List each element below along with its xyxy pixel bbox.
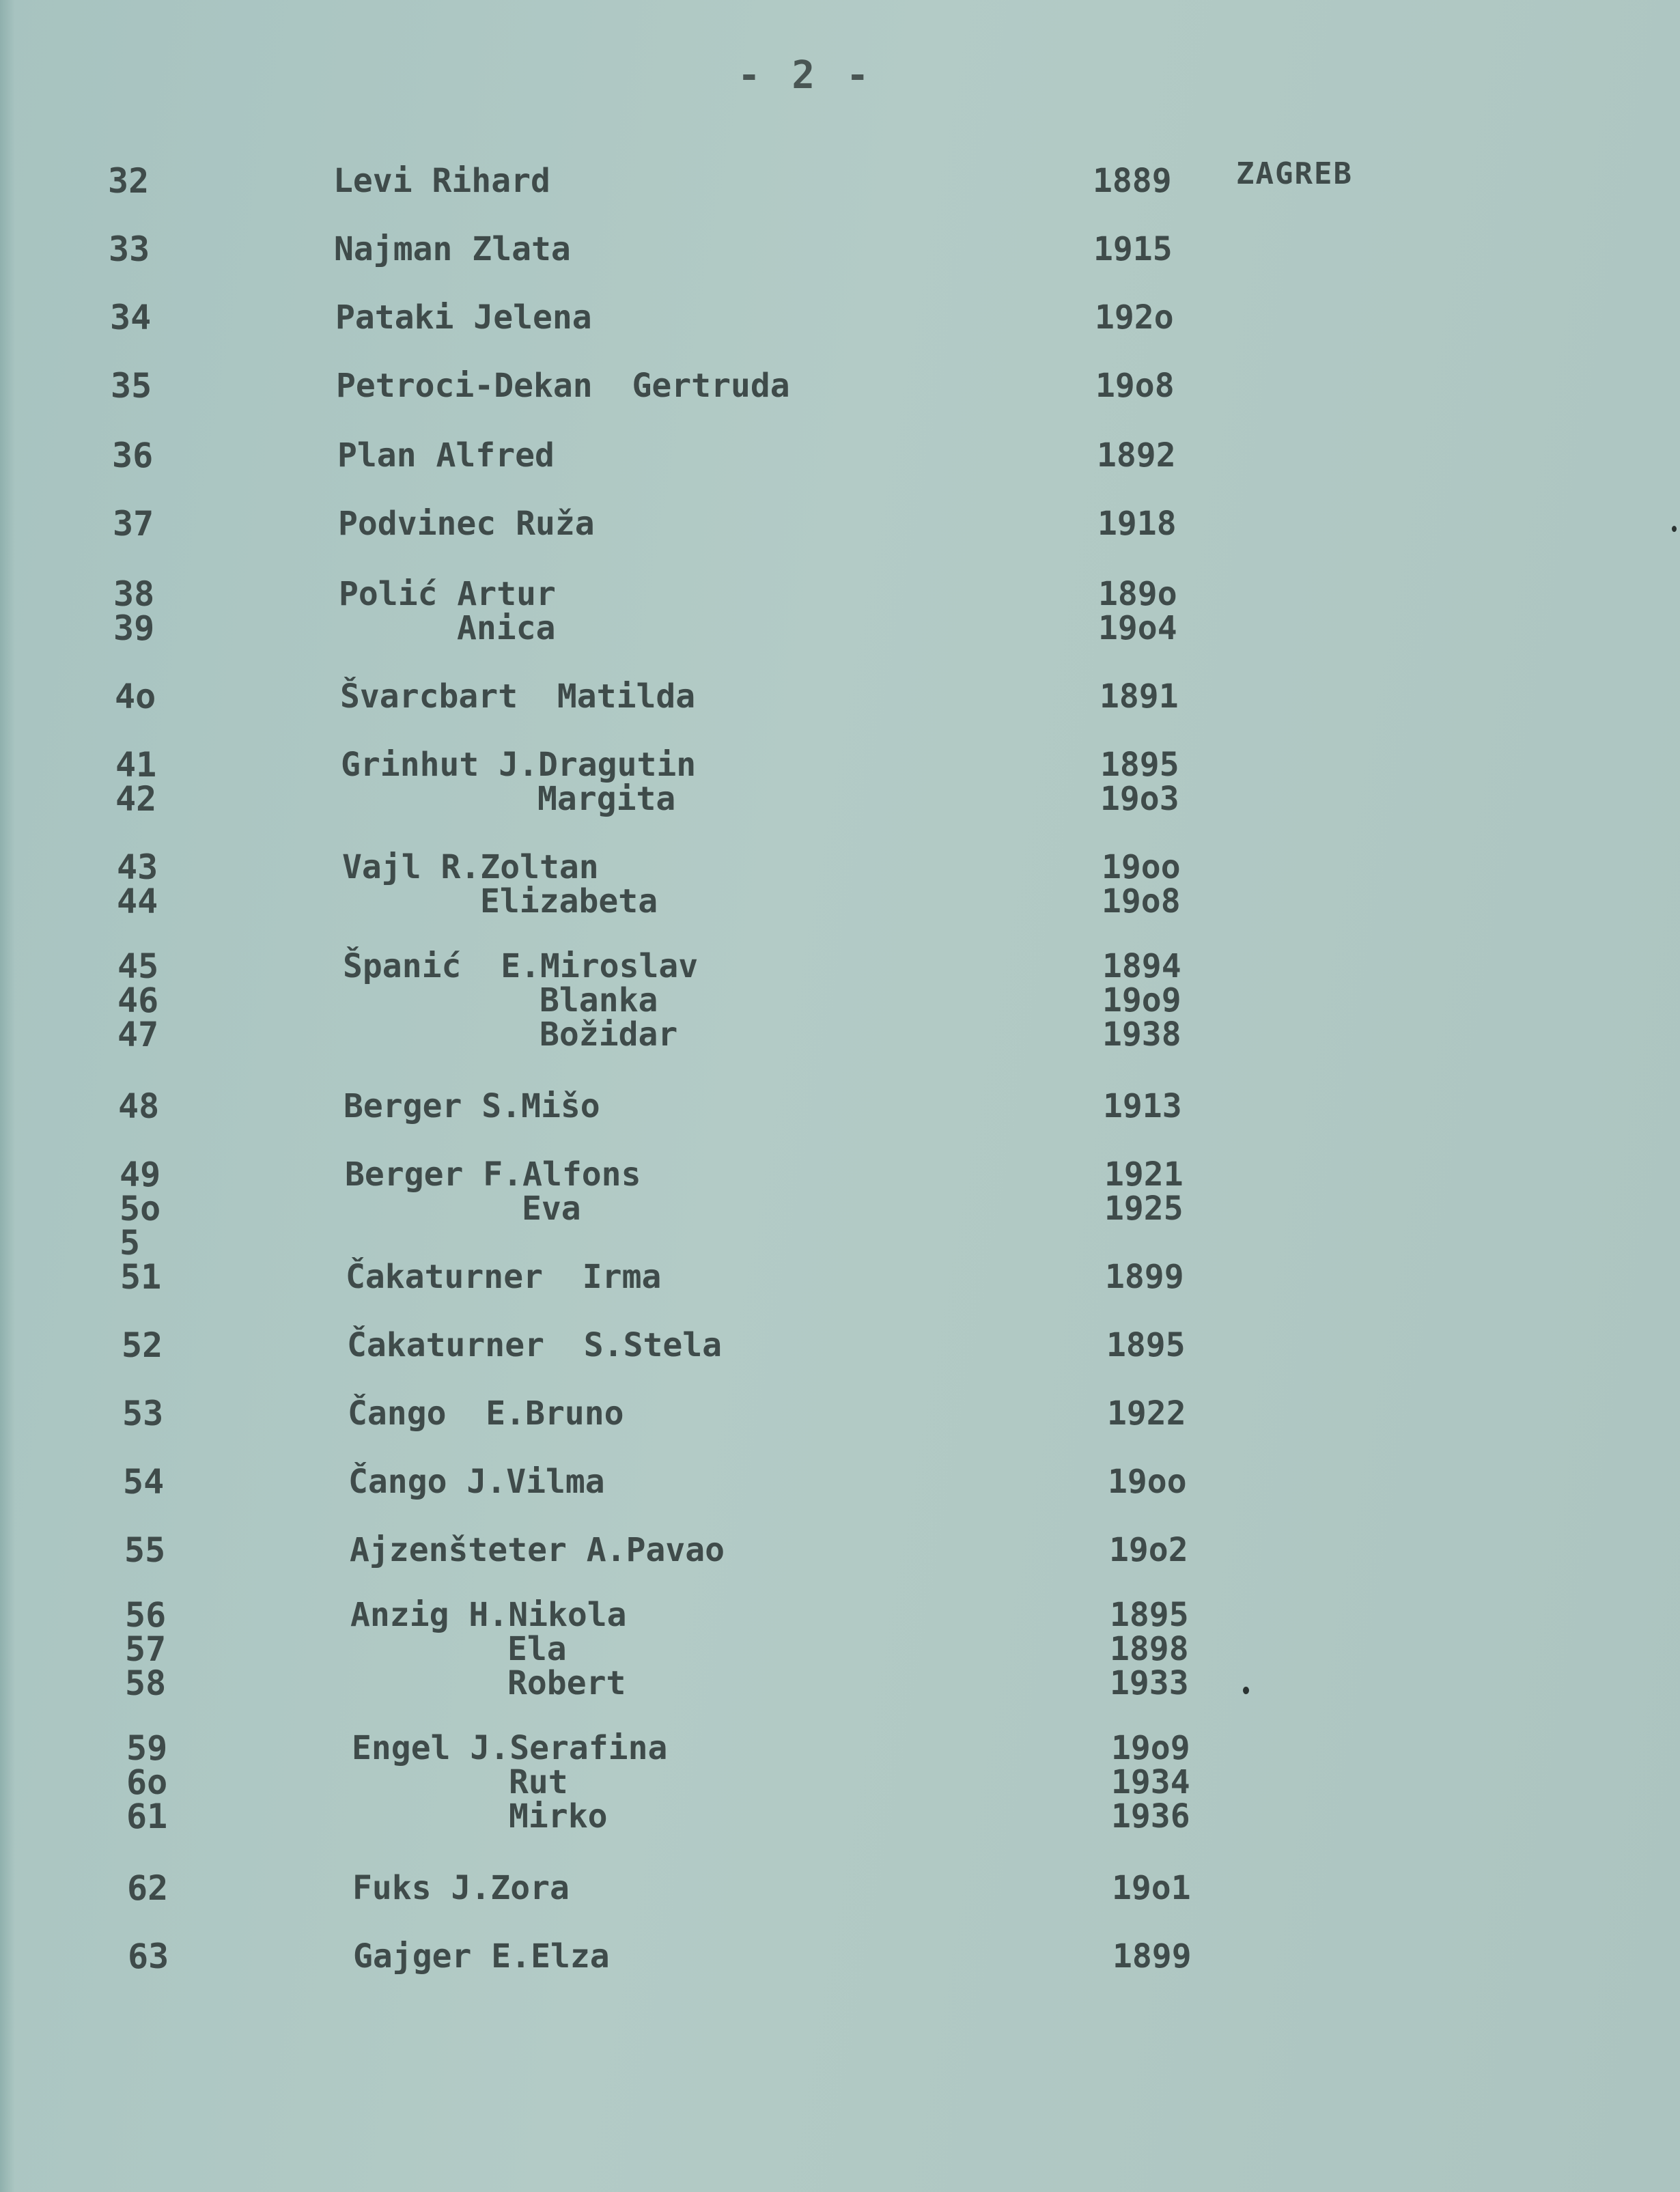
- entry-year: 1933: [1110, 1664, 1189, 1702]
- entry-year: 1936: [1111, 1797, 1190, 1836]
- entry-name: Anzig H.Nikola: [350, 1596, 627, 1634]
- entry-name: Anica: [457, 609, 556, 647]
- entry-name: Čango J.Vilma: [348, 1463, 605, 1501]
- entry-number: 57: [125, 1629, 167, 1669]
- entry-year: 19o2: [1109, 1531, 1188, 1569]
- entry-name: Plan Alfred: [337, 436, 555, 475]
- entry-number: 58: [125, 1663, 167, 1703]
- entry-year: 1894: [1102, 947, 1181, 985]
- entry-number: 48: [118, 1086, 160, 1126]
- entry-year: 1925: [1104, 1190, 1184, 1228]
- entry-name: Mirko: [509, 1797, 608, 1836]
- entry-number: 42: [115, 779, 157, 819]
- entry-number: 56: [125, 1595, 167, 1635]
- entry-number: 32: [108, 161, 150, 201]
- entry-year: 19o4: [1098, 609, 1177, 647]
- entry-name: Rut: [509, 1763, 568, 1801]
- entry-number: 63: [128, 1937, 169, 1976]
- entry-number: 45: [117, 946, 159, 986]
- entry-name: Gajger E.Elza: [353, 1937, 610, 1976]
- entry-year: 1895: [1110, 1596, 1189, 1634]
- entry-name: Petroci-Dekan Gertruda: [336, 367, 790, 405]
- entry-name: Robert: [507, 1664, 626, 1702]
- entry-year: 192o: [1095, 298, 1174, 337]
- entry-name: Podvinec Ruža: [338, 505, 595, 543]
- entry-year: 1898: [1110, 1630, 1189, 1668]
- entry-year: 1891: [1100, 677, 1179, 716]
- entry-name: Blanka: [540, 981, 658, 1020]
- entry-number: 39: [113, 608, 155, 648]
- entry-number: 44: [117, 882, 158, 921]
- entry-year: 1934: [1111, 1763, 1190, 1801]
- entry-number: 33: [109, 229, 150, 269]
- entry-name: Polić Artur: [339, 575, 556, 613]
- entry-year: 1922: [1107, 1394, 1186, 1433]
- ink-speck: [1672, 526, 1677, 532]
- entry-year: 1899: [1112, 1937, 1192, 1976]
- entry-number: 6o: [126, 1762, 168, 1802]
- entry-number: 53: [122, 1394, 164, 1433]
- entry-name: Levi Rihard: [333, 162, 550, 200]
- entry-name: Najman Zlata: [334, 230, 571, 268]
- entry-number: 62: [127, 1868, 169, 1908]
- entry-name: Pataki Jelena: [335, 298, 592, 337]
- entry-name: Berger F.Alfons: [345, 1155, 641, 1194]
- entry-number: 4o: [115, 677, 156, 716]
- entry-name: Čakaturner S.Stela: [347, 1326, 723, 1364]
- entry-number: 35: [111, 366, 152, 406]
- entry-year: 19o3: [1100, 780, 1179, 818]
- entry-year: 19oo: [1102, 848, 1181, 886]
- entry-name: Berger S.Mišo: [344, 1087, 600, 1125]
- entry-number: 61: [126, 1797, 168, 1836]
- entry-name: Čakaturner Irma: [346, 1258, 662, 1296]
- entry-year: 1895: [1100, 746, 1179, 784]
- entry-number: 34: [110, 298, 152, 337]
- entry-number: 46: [117, 981, 159, 1020]
- entry-name: Margita: [537, 780, 676, 818]
- entry-year: 1918: [1097, 505, 1177, 543]
- entry-number: 55: [124, 1530, 166, 1570]
- entry-number: 49: [120, 1155, 161, 1194]
- entry-number: 43: [117, 847, 158, 887]
- entry-year: 1938: [1102, 1015, 1181, 1054]
- entry-number: 52: [122, 1325, 163, 1365]
- entry-number: 59: [126, 1728, 168, 1768]
- entry-name: Engel J.Serafina: [352, 1729, 668, 1767]
- entry-number: 36: [112, 436, 154, 475]
- entry-number: 51: [120, 1257, 162, 1297]
- ink-speck: [1243, 1687, 1249, 1694]
- entry-year: 1921: [1104, 1155, 1184, 1194]
- entry-number: 37: [113, 504, 154, 544]
- entry-name: Eva: [522, 1190, 581, 1228]
- entry-year: 19oo: [1108, 1463, 1187, 1501]
- entry-name: Fuks J.Zora: [352, 1869, 570, 1907]
- entry-year: 19o8: [1095, 367, 1175, 405]
- entry-name: Elizabeta: [480, 882, 658, 921]
- entry-year: 1899: [1105, 1258, 1184, 1296]
- entry-year: 19o9: [1111, 1729, 1190, 1767]
- entry-number: 38: [113, 574, 155, 614]
- entry-year: 19o9: [1102, 981, 1181, 1020]
- entry-year: 19o1: [1112, 1869, 1191, 1907]
- entry-year: 19o8: [1102, 882, 1181, 921]
- entry-year: 1913: [1103, 1087, 1182, 1125]
- entry-year: 1895: [1106, 1326, 1186, 1364]
- entry-name: Vajl R.Zoltan: [342, 848, 599, 886]
- entry-name: Čango E.Bruno: [348, 1394, 624, 1433]
- entry-number: 47: [117, 1015, 159, 1054]
- page-number: - 2 -: [738, 53, 873, 98]
- entry-name: Španić E.Miroslav: [343, 947, 699, 985]
- entry-name: Ela: [507, 1630, 567, 1668]
- entry-number: 54: [123, 1462, 165, 1502]
- entry-year: 1892: [1097, 436, 1176, 475]
- entry-name: Grinhut J.Dragutin: [341, 746, 697, 784]
- entry-city: ZAGREB: [1236, 156, 1353, 191]
- entry-year: 1889: [1093, 162, 1172, 200]
- entry-name: Ajzenšteter A.Pavao: [350, 1531, 725, 1569]
- entry-number: 5o: [120, 1189, 161, 1228]
- entry-number: 5: [120, 1223, 141, 1263]
- entry-year: 1915: [1093, 230, 1173, 268]
- entry-year: 189o: [1098, 575, 1177, 613]
- entry-name: Božidar: [540, 1015, 678, 1054]
- entry-name: Švarcbart Matilda: [340, 677, 696, 716]
- entry-number: 41: [115, 745, 157, 785]
